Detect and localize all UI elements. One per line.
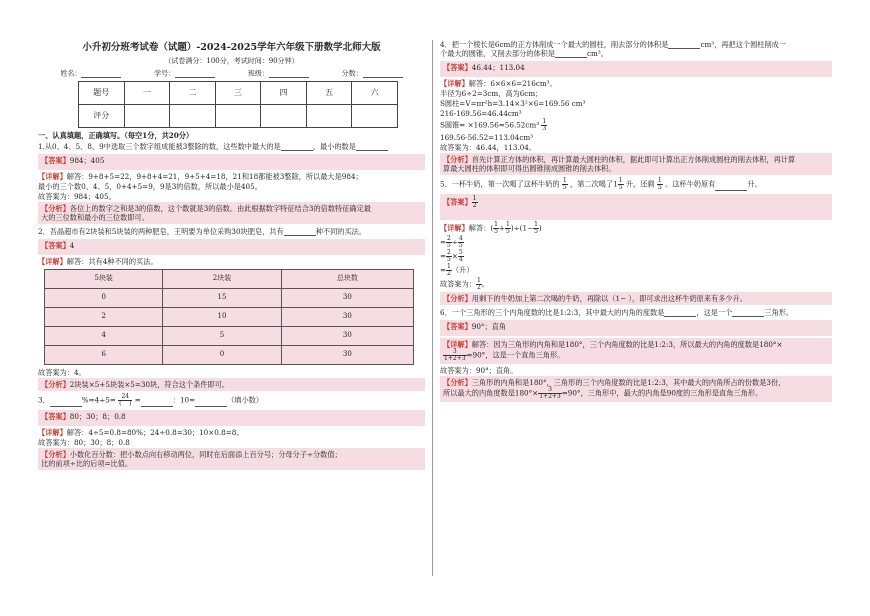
table-row: 6 0 30 <box>45 345 414 364</box>
detail-text: 【详解】解答：共有4种不同的买法。 <box>38 256 158 266</box>
detail-text: 169.56-56.52=113.04cm³ <box>440 133 534 142</box>
table-header: 2块装 <box>163 269 281 288</box>
answer-box: 【答案】4 <box>38 239 425 255</box>
analysis-box: 【分析】各位上的数字之和是3的倍数，这个数就是3的倍数。由此根据数字特征结合3的倍数特征确定最 大的三位数和最小的三位数即可。 <box>38 202 425 224</box>
name-field[interactable]: 姓名： <box>60 69 121 78</box>
answer-box: 【答案】90°；直角 <box>440 320 832 336</box>
score-cell: 一 <box>124 81 170 104</box>
right-column <box>440 38 832 404</box>
score-cell: 六 <box>352 81 398 104</box>
table-row: 2 10 30 <box>45 307 414 326</box>
question-1: 1.从0、4、5、8、9中选取三个数字组成能被3整除的数，这些数中最大的是 ，最小的数是 <box>38 142 425 151</box>
table-header: 5块装 <box>45 269 163 288</box>
score-cell[interactable] <box>352 104 398 127</box>
answer-box: 【答案】 $\frac{1}{2}$ <box>440 194 832 220</box>
exam-subtitle: （试卷满分：100分，考试时间：90分钟） <box>164 56 299 65</box>
final-answer: 故答案为：4。 <box>38 367 86 377</box>
final-answer: 故答案为：984；405。 <box>38 191 116 201</box>
detail-text: = $\frac{1}{2}$ （升） <box>440 263 474 277</box>
answer-box: 【答案】984；405 <box>38 154 425 170</box>
question-6: 6．一个三角形的三个内角度数的比是1:2:3，其中最大的内角的度数是 ，这是一个 三角形。 <box>440 308 794 317</box>
score-cell[interactable] <box>124 104 170 127</box>
detail-text: 【详解】解答：9+8+5=22，9+8+4=21，9+5+4=18，21和18都能被3整除，所以最大是984； <box>38 171 363 181</box>
section-heading: 一、认真填题，正确填写。（每空1分，共20分） <box>38 130 194 140</box>
fraction: $\frac{1}{5}$ <box>657 177 662 191</box>
final-answer: 故答案为：80；30；8；0.8 <box>38 437 130 447</box>
detail-text: 216-169.56=46.44cm³ <box>440 109 522 118</box>
purchase-table <box>44 269 414 365</box>
table-header: 总块数 <box>281 269 413 288</box>
answer-box: 【答案】46.44；113.04 <box>440 61 832 77</box>
detail-text: = $\frac{2}{5}$ ÷ $\frac{4}{5}$ <box>440 235 463 249</box>
score-table <box>78 81 398 128</box>
fraction: $\frac{1}{2}$ <box>472 195 477 209</box>
final-answer: 故答案为：90°；直角。 <box>440 366 518 375</box>
fraction: $\frac{1}{5}$ <box>618 177 623 191</box>
score-field[interactable]: 分数： <box>342 69 403 78</box>
score-cell: 四 <box>261 81 307 104</box>
fraction: $\frac{1}{5}$ <box>562 177 567 191</box>
detail-text: 【详解】解答：4÷5=0.8=80%；24÷0.8=30；10×0.8=8。 <box>38 427 244 437</box>
score-cell: 题号 <box>79 81 125 104</box>
score-cell: 二 <box>170 81 216 104</box>
score-cell[interactable] <box>215 104 261 127</box>
fraction: $\frac{3}{1+2+3}$ <box>444 348 466 362</box>
column-divider <box>432 40 433 576</box>
fraction: $\frac{1}{3}$ <box>542 118 547 132</box>
final-answer: 故答案为： $\frac{1}{2}$ 。 <box>440 277 489 291</box>
detail-box: 【详解】解答：因为三角形的内角和是180°，三个内角度数的比是1:2:3，所以最大的内角的度数是180°× $\frac{3}{1+2+3}$ =90°，这是一个直角三角形。 <box>440 338 832 364</box>
score-cell[interactable] <box>306 104 352 127</box>
exam-title: 小升初分班考试卷（试题）-2024-2025学年六年级下册数学北师大版 <box>82 42 381 53</box>
final-answer: 故答案为：46.44，113.04。 <box>440 143 537 152</box>
detail-text: 【详解】解答：( $\frac{1}{5}$ + $\frac{1}{5}$ )÷(1− $\frac{1}{5}$ ) <box>440 221 542 235</box>
analysis-box: 【分析】用剩下的牛奶加上第二次喝的牛奶，再除以（1− ），即可求出这杯牛奶原来有多少升。 <box>440 292 832 305</box>
detail-text: 【详解】解答：6×6×6=216cm³。 <box>440 79 557 88</box>
fraction: $\frac{24}{( )}$ <box>119 392 132 407</box>
detail-text: S圆锥= ×169.56=56.52cm³ $\frac{1}{3}$ <box>440 118 547 132</box>
left-column <box>38 38 425 472</box>
student-info <box>44 69 419 78</box>
table-row: 4 5 30 <box>45 326 414 345</box>
score-cell[interactable] <box>170 104 216 127</box>
table-row: 0 15 30 <box>45 288 414 307</box>
id-field[interactable]: 学号： <box>154 69 215 78</box>
analysis-box: 【分析】首先计算正方体的体积，再计算最大圆柱的体积，据此即可计算出正方体削成圆柱的削去体积，再计算 算最大圆柱的体积即可得出圆锥削成圆锥的削去体积。 <box>440 153 832 175</box>
detail-text: S圆柱=V=πr²h=3.14×3²×6=169.56 cm³ <box>440 99 586 108</box>
analysis-box: 【分析】小数化百分数：把小数点向右移动两位，同时在后面添上百分号；分母分子÷分数值； 比的前项÷比的后项=比值。 <box>38 448 425 470</box>
class-field[interactable]: 班级： <box>248 69 309 78</box>
score-cell[interactable] <box>261 104 307 127</box>
question-5: 5．一杯牛奶，第一次喝了这杯牛奶的 $\frac{1}{5}$ ，第二次喝了1 $\frac{1}{5}$ 升，还剩 $\frac{1}{5}$ 。这杯牛奶原有 升。 <box>440 177 762 191</box>
score-cell: 三 <box>215 81 261 104</box>
detail-text: = $\frac{2}{5}$ × $\frac{5}{4}$ <box>440 249 463 263</box>
detail-text: 最小的三个数0、4、5，0+4+5=9，9是3的倍数，所以最小是405。 <box>38 181 262 191</box>
answer-box: 【答案】80；30；8；0.8 <box>38 410 425 426</box>
question-4: 4．把一个棱长是6cm的正方体削成一个最大的圆柱，削去部分的体积是 cm³，再把这个圆柱削成一 个最大的圆锥，又削去部分的体积是 cm³。 <box>440 40 787 58</box>
score-cell: 评分 <box>79 104 125 127</box>
question-2: 2．吾晶超市有2块装和5块装的两种肥皂，王明要为单位采购30块肥皂，共有 种不同的买法。 <box>38 226 367 236</box>
detail-text: 半径为6÷2=3cm，高为6cm； <box>440 89 543 98</box>
analysis-box: 【分析】三角形的内角和是180°，三角形的三个内角度数的比是1:2:3，其中最大的内角所占的份数是3份， 所以最大的内角度数是180°× $\frac{3}{1+2+3}$ =90°，三角形中，最大的内角是90度的三角形是直角三角形。 <box>440 376 832 402</box>
analysis-box: 【分析】2块装×5+5块装×5=30块，符合这个条件即可。 <box>38 378 425 391</box>
question-3: 3． %=4÷5= $\frac{24}{( )}$ = ：10= （填小数） <box>38 392 264 407</box>
score-cell: 五 <box>306 81 352 104</box>
